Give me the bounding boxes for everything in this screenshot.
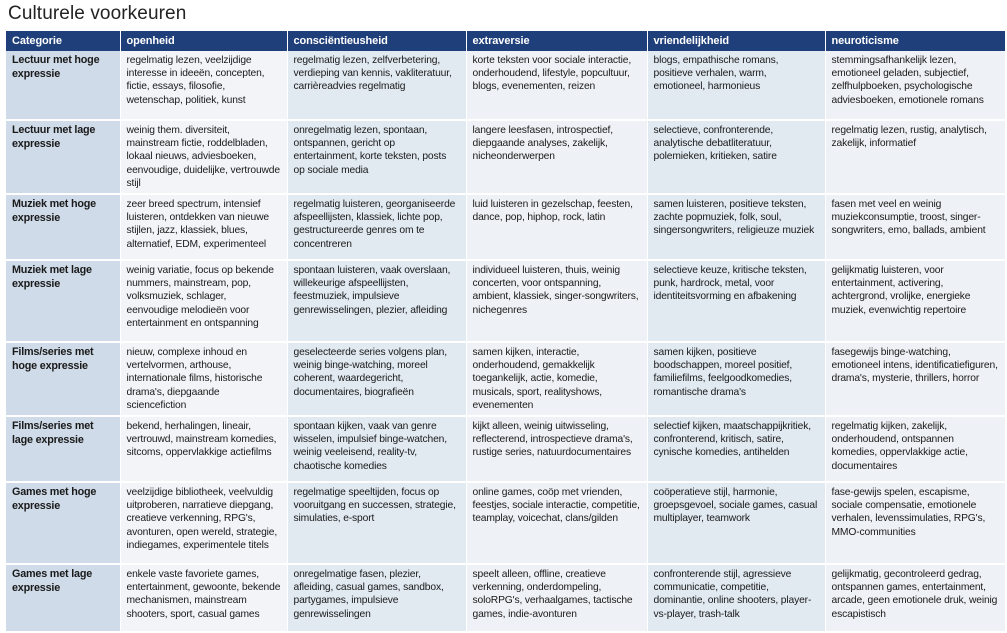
table-header-row: [6, 31, 1005, 51]
header-openheid: openheid: [120, 31, 287, 51]
header-categorie: Categorie: [6, 31, 120, 51]
cell-extraversie: kijkt alleen, weinig uitwisseling, reflecterend, introspectieve drama's, rustige series, natuurdocumentaires: [466, 416, 647, 482]
cell-vriendelijkheid: selectieve, confronterende, analytische debatliteratuur, polemieken, kritieken, satire: [647, 120, 825, 194]
cell-consciëntieusheid: regelmatig luisteren, georganiseerde afspeellijsten, klassiek, lichte pop, gestructureerde genres om te concentreren: [287, 194, 466, 260]
cell-vriendelijkheid: blogs, empathische romans, positieve verhalen, warm, emotioneel, harmonieus: [647, 51, 825, 120]
row-category: Games met hoge expressie: [6, 482, 120, 564]
cell-consciëntieusheid: onregelmatige fasen, plezier, afleiding, casual games, sandbox, partygames, impulsieve genrewisselingen: [287, 564, 466, 632]
header-neuroticisme: neuroticisme: [825, 31, 1005, 51]
cell-vriendelijkheid: samen luisteren, positieve teksten, zachte popmuziek, folk, soul, singersongwriters, religieuze muziek: [647, 194, 825, 260]
cell-extraversie: samen kijken, interactie, onderhoudend, gemakkelijk toegankelijk, actie, komedie, musicals, sport, realityshows, evenementen: [466, 342, 647, 416]
cell-vriendelijkheid: selectieve keuze, kritische teksten, punk, hardrock, metal, voor identiteitsvorming en afbakening: [647, 260, 825, 342]
row-category: Lectuur met lage expressie: [6, 120, 120, 194]
cell-neuroticisme: regelmatig lezen, rustig, analytisch, zakelijk, informatief: [825, 120, 1005, 194]
cell-openheid: enkele vaste favoriete games, entertainment, gewoonte, bekende mechanismen, mainstream shooters, sport, casual games: [120, 564, 287, 632]
cell-extraversie: online games, coöp met vrienden, feestjes, sociale interactie, competitie, teamplay, voicechat, clans/gilden: [466, 482, 647, 564]
table-row: [6, 416, 1005, 482]
cell-openheid: zeer breed spectrum, intensief luisteren, ontdekken van nieuwe stijlen, jazz, klassiek, blues, alternatief, EDM, experimenteel: [120, 194, 287, 260]
cell-openheid: bekend, herhalingen, lineair, vertrouwd, mainstream komedies, sitcoms, oppervlakkige actiefilms: [120, 416, 287, 482]
cell-openheid: nieuw, complexe inhoud en vertelvormen, arthouse, internationale films, historische drama's, diepgaande sciencefiction: [120, 342, 287, 416]
row-category: Films/series met lage expressie: [6, 416, 120, 482]
table-row: [6, 564, 1005, 632]
cell-vriendelijkheid: selectief kijken, maatschappijkritiek, confronterend, kritisch, satire, cynische komedies, antihelden: [647, 416, 825, 482]
cell-extraversie: luid luisteren in gezelschap, feesten, dance, pop, hiphop, rock, latin: [466, 194, 647, 260]
cell-extraversie: korte teksten voor sociale interactie, onderhoudend, lifestyle, popcultuur, blogs, evenementen, reizen: [466, 51, 647, 120]
page-title: Culturele voorkeuren: [8, 3, 187, 24]
cell-openheid: weinig variatie, focus op bekende nummers, mainstream, pop, volksmuziek, schlager, eenvoudige melodieën voor entertainment en ontspanning: [120, 260, 287, 342]
header-extraversie: extraversie: [466, 31, 647, 51]
row-category: Muziek met lage expressie: [6, 260, 120, 342]
cell-consciëntieusheid: spontaan kijken, vaak van genre wisselen, impulsief binge-watchen, weinig veeleisend, reality-tv, chaotische komedies: [287, 416, 466, 482]
table-row: [6, 260, 1005, 342]
row-category: Muziek met hoge expressie: [6, 194, 120, 260]
cell-neuroticisme: stemmingsafhankelijk lezen, emotioneel geladen, subjectief, zelfhulpboeken, psychologische adviesboeken, emotionele romans: [825, 51, 1005, 120]
row-category: Films/series met hoge expressie: [6, 342, 120, 416]
table-row: [6, 120, 1005, 194]
cell-vriendelijkheid: samen kijken, positieve boodschappen, moreel positief, familiefilms, feelgoodkomedies, romantische drama's: [647, 342, 825, 416]
cell-extraversie: speelt alleen, offline, creatieve verkenning, onderdompeling, soloRPG's, verhaalgames, tactische games, indie-avonturen: [466, 564, 647, 632]
row-category: Lectuur met hoge expressie: [6, 51, 120, 120]
cell-openheid: regelmatig lezen, veelzijdige interesse in ideeën, concepten, fictie, essays, filosofie, wetenschap, politiek, kunst: [120, 51, 287, 120]
table-row: [6, 342, 1005, 416]
cell-consciëntieusheid: regelmatige speeltijden, focus op vooruitgang en successen, strategie, simulaties, e-sport: [287, 482, 466, 564]
cell-neuroticisme: regelmatig kijken, zakelijk, onderhoudend, ontspannen komedies, oppervlakkige actie, documentaires: [825, 416, 1005, 482]
cell-vriendelijkheid: coöperatieve stijl, harmonie, groepsgevoel, sociale games, casual multiplayer, teamwork: [647, 482, 825, 564]
cell-vriendelijkheid: confronterende stijl, agressieve communicatie, competitie, dominantie, online shooters, player-vs-player, trash-talk: [647, 564, 825, 632]
cell-neuroticisme: gelijkmatig, gecontroleerd gedrag, ontspannen games, entertainment, arcade, geen emotionele druk, weinig escapistisch: [825, 564, 1005, 632]
cell-extraversie: individueel luisteren, thuis, weinig concerten, voor ontspanning, ambient, klassiek, singer-songwriters, nichegenres: [466, 260, 647, 342]
cell-extraversie: langere leesfasen, introspectief, diepgaande analyses, zakelijk, nicheonderwerpen: [466, 120, 647, 194]
table-row: [6, 194, 1005, 260]
header-consciëntieusheid: consciëntieusheid: [287, 31, 466, 51]
cell-neuroticisme: fase-gewijs spelen, escapisme, sociale compensatie, emotionele verhalen, levenssimulaties, RPG's, MMO-communities: [825, 482, 1005, 564]
cell-neuroticisme: gelijkmatig luisteren, voor entertainment, activering, achtergrond, vrolijke, energieke muziek, evenwichtig repertoire: [825, 260, 1005, 342]
cell-consciëntieusheid: spontaan luisteren, vaak overslaan, willekeurige afspeellijsten, feestmuziek, impulsieve genrewisselingen, plezier, afleiding: [287, 260, 466, 342]
cell-consciëntieusheid: onregelmatig lezen, spontaan, ontspannen, gericht op entertainment, korte teksten, posts op sociale media: [287, 120, 466, 194]
cell-neuroticisme: fasen met veel en weinig muziekconsumptie, troost, singer-songwriters, emo, ballads, ambient: [825, 194, 1005, 260]
cell-neuroticisme: fasegewijs binge-watching, emotioneel intens, identificatiefiguren, drama's, mysterie, thrillers, horror: [825, 342, 1005, 416]
cell-consciëntieusheid: geselecteerde series volgens plan, weinig binge-watching, moreel coherent, waardegericht, documentaires, biografieën: [287, 342, 466, 416]
preferences-table: [6, 31, 1005, 633]
table-row: [6, 51, 1005, 120]
table-row: [6, 482, 1005, 564]
cell-openheid: veelzijdige bibliotheek, veelvuldig uitproberen, narratieve diepgang, creatieve verkenning, RPG's, avonturen, open wereld, strategie, indiegames, experimentele titels: [120, 482, 287, 564]
header-vriendelijkheid: vriendelijkheid: [647, 31, 825, 51]
cell-openheid: weinig them. diversiteit, mainstream fictie, roddelbladen, lokaal nieuws, adviesboeken, eenvoudige, duidelijke, vertrouwde stijl: [120, 120, 287, 194]
cell-consciëntieusheid: regelmatig lezen, zelfverbetering, verdieping van kennis, vakliteratuur, carrièreadvies regelmatig: [287, 51, 466, 120]
row-category: Games met lage expressie: [6, 564, 120, 632]
